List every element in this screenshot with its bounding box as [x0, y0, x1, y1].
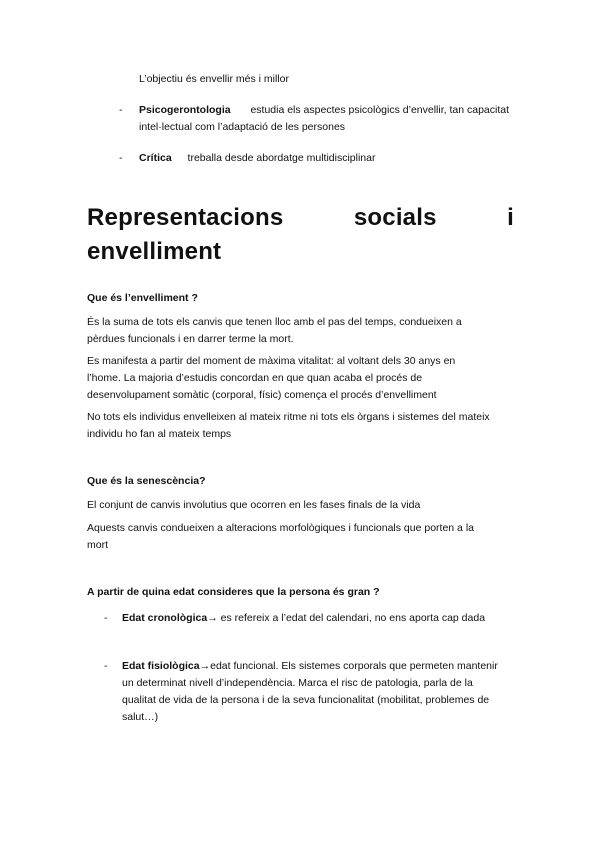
paragraph-line: l’home. La majoria d’estudis concordan en que quan acaba el procés de: [87, 372, 423, 384]
arrow-icon: →: [199, 660, 211, 672]
term-label: Psicogerontologia: [139, 104, 231, 116]
heading-word: i: [507, 204, 514, 231]
paragraph: [87, 314, 517, 348]
paragraph-line: Aquests canvis condueixen a alteracions morfològiques i funcionals que porten a la: [87, 522, 474, 534]
question-title: Que és la senescència?: [87, 475, 206, 487]
paragraph-line: pèrdues funcionals i en darrer terme la mort.: [87, 333, 294, 345]
heading-word: Representacions: [87, 204, 284, 231]
paragraph-line: El conjunt de canvis involutius que ocorren en les fases finals de la vida: [87, 499, 421, 511]
arrow-icon: →: [207, 612, 218, 624]
list-item-psicogerontologia: [139, 102, 509, 119]
term-label: Edat fisiològica: [122, 660, 200, 672]
paragraph-line: mort: [87, 539, 108, 551]
list-item-edat-fisiologica: [122, 658, 502, 726]
item-text-continuation: un determinat nivell d’independència. Marca el risc de patologia, parla de la: [122, 677, 473, 689]
list-bullet: -: [104, 612, 108, 624]
section-heading: [87, 201, 514, 269]
item-text: es refereix a l’edat del calendari, no ens aporta cap dada: [220, 612, 486, 624]
list-bullet: -: [119, 104, 123, 116]
item-text-continuation: qualitat de vida de la persona i de la seva funcionalitat (mobilitat, problemes de: [122, 694, 490, 706]
list-item-edat-cronologica: [122, 610, 485, 627]
question-title: A partir de quina edat consideres que la persona és gran ?: [87, 586, 380, 598]
paragraph-line: individu ho fan al mateix temps: [87, 428, 232, 440]
term-label: Edat cronològica: [122, 612, 208, 624]
list-item-critica: [139, 150, 375, 167]
item-text: edat funcional. Els sistemes corporals que permeten mantenir: [210, 660, 498, 672]
term-label: Crítica: [139, 152, 172, 164]
item-text-continuation: intel·lectual com l’adaptació de les persones: [139, 121, 346, 133]
item-text: estudia els aspectes psicològics d’envellir, tan capacitat: [250, 104, 509, 116]
paragraph: [87, 409, 517, 443]
heading-line-2: envelliment: [87, 238, 222, 265]
list-bullet: -: [104, 660, 108, 672]
paragraph: [87, 497, 517, 514]
item-text: treballa desde abordatge multidisciplinar: [187, 152, 376, 164]
paragraph: [87, 520, 517, 554]
heading-word: socials: [353, 204, 437, 231]
list-bullet: -: [119, 152, 123, 164]
item-text-continuation: salut…): [122, 711, 159, 723]
paragraph-line: No tots els individus envelleixen al mateix ritme ni tots els òrgans i sistemes del mateix: [87, 411, 490, 423]
question-title: Que és l’envelliment ?: [87, 292, 198, 304]
paragraph-line: Es manifesta a partir del moment de màxima vitalitat: al voltant dels 30 anys en: [87, 355, 456, 367]
paragraph-line: desenvolupament somàtic (corporal, físic) comença el procés d’envelliment: [87, 389, 437, 401]
paragraph: [87, 353, 517, 404]
continuation-text: L’objectiu és envellir més i millor: [139, 73, 289, 85]
paragraph-line: És la suma de tots els canvis que tenen lloc amb el pas del temps, condueixen a: [87, 316, 462, 328]
